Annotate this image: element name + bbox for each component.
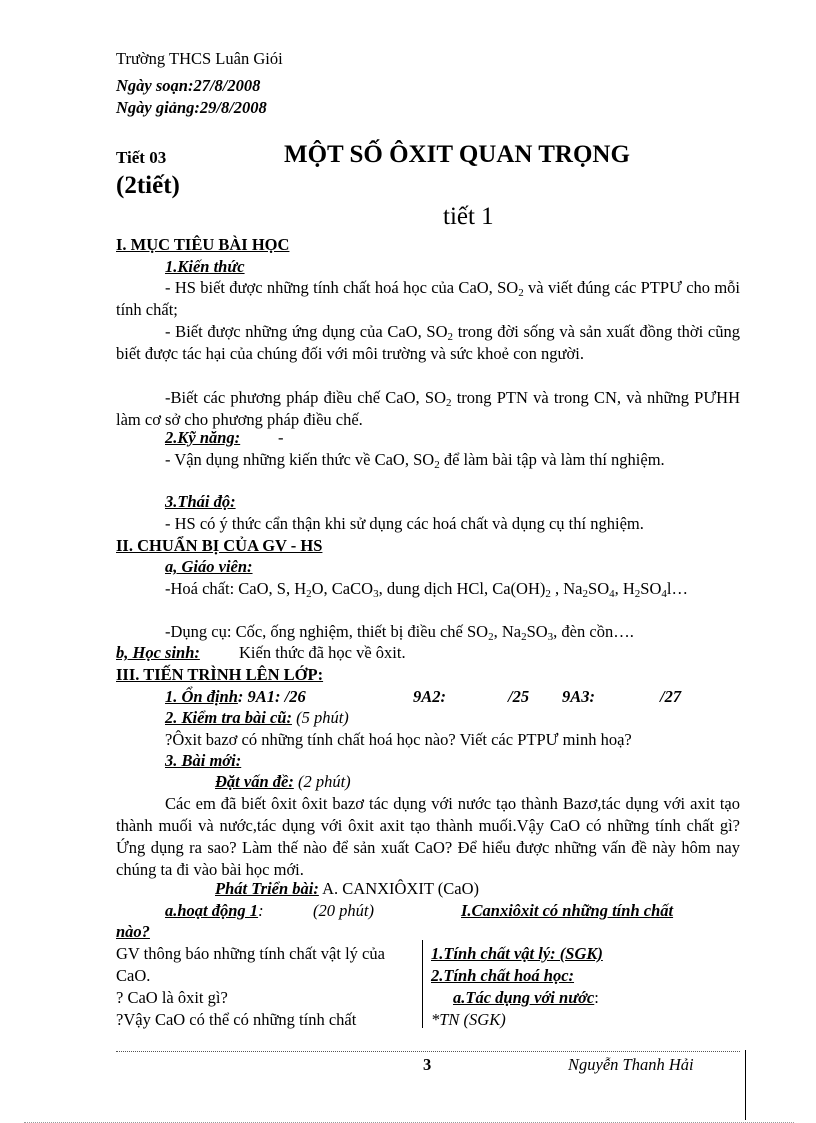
school-name: Trường THCS Luân Giói	[116, 49, 283, 68]
student-label: b, Học sinh:	[116, 643, 200, 662]
table-left-row: ?Vậy CaO có thể có những tính chất	[116, 1010, 357, 1029]
section1-heading: I. MỤC TIÊU BÀI HỌC	[116, 235, 290, 254]
table-divider	[422, 940, 423, 1028]
experiment-note: *TN (SGK)	[431, 1010, 506, 1029]
table-left-column	[116, 943, 416, 1031]
footer-vertical-rule	[745, 1050, 746, 1120]
class-9a3-count: /27	[660, 687, 682, 706]
activity-title: I.Canxiôxit có những tính chất	[461, 901, 674, 920]
skill-dash: -	[278, 428, 284, 447]
prep-date: Ngày soạn:27/8/2008	[116, 76, 261, 95]
page-number: 3	[423, 1055, 432, 1074]
knowledge-item-2: - Biết được những ứng dụng của CaO, $SO_2$ trong đời sống và sản xuất đồng thời cũng biết được tác hại của chúng đối với môi trường và sức khoẻ con người.	[116, 322, 740, 363]
author-name: Nguyễn Thanh Hải	[568, 1055, 694, 1074]
skill-item-1: - Vận dụng những kiến thức về CaO, $SO_2$ để làm bài tập và làm thí nghiệm.	[165, 450, 665, 471]
activity-time: (20 phút)	[313, 901, 374, 920]
water-reaction: a.Tác dụng với nước:	[453, 988, 599, 1007]
class-9a3: 9A3:	[562, 687, 595, 706]
class-9a2: 9A2:	[413, 687, 446, 706]
student-text: Kiến thức đã học về ôxit.	[239, 643, 406, 662]
activity-label: a.hoạt động 1:	[165, 901, 264, 920]
section2-heading: II. CHUẨN BỊ CỦA GV - HS	[116, 536, 323, 555]
teach-date: Ngày giảng:29/8/2008	[116, 98, 267, 117]
lesson-title: MỘT SỐ ÔXIT QUAN TRỌNG	[284, 141, 630, 168]
develop-heading: Phát Triển bài: A. CANXIÔXIT (CaO)	[215, 879, 479, 898]
table-left-row: GV thông báo những tính chất vật lý của CaO.	[116, 944, 385, 985]
lesson-period: Tiết 03	[116, 148, 167, 167]
knowledge-item-1: - HS biết được những tính chất hoá học của CaO, $SO_2$ và viết đúng các PTPƯ cho mỗi tính chất;	[116, 278, 741, 319]
section3-heading: III. TIẾN TRÌNH LÊN LỚP:	[116, 665, 324, 684]
table-right-column	[431, 943, 741, 1031]
attitude-item-1: - HS có ý thức cẩn thận khi sử dụng các hoá chất và dụng cụ thí nghiệm.	[165, 514, 644, 533]
attitude-label: 3.Thái độ:	[165, 492, 236, 511]
knowledge-item-3: -Biết các phương pháp điều chế CaO, $SO_2$ trong PTN và trong CN, và những PƯHH làm cơ sở cho phương pháp điều chế.	[116, 388, 740, 429]
intro-text: Các em đã biết ôxit ôxit bazơ tác dụng với nước tạo thành Bazơ,tác dụng với axit tạo thành muối và nước,tác dụng với ôxit axit tạo thành muối.Vậy CaO có những tính chất gì? Ứng dụng ra sao? Làm thế nào để sản xuất CaO? Để hiểu được những vấn đề này hôm nay chúng ta đi vào bài học mới.	[116, 794, 740, 879]
teacher-label: a, Giáo viên:	[165, 557, 253, 576]
lesson-part: tiết 1	[443, 203, 494, 230]
stabilize-row: 1. Ổn định: 9A1: /26	[165, 687, 306, 706]
table-left-row: ? CaO là ôxit gì?	[116, 988, 228, 1007]
class-9a2-count: /25	[508, 687, 530, 706]
tools-list: -Dụng cụ: Cốc, ống nghiệm, thiết bị điều chế $SO_2$, $Na_2SO_3$, đèn cồn….	[165, 622, 634, 643]
check-question: ?Ôxit bazơ có những tính chất hoá học nào? Viết các PTPƯ minh hoạ?	[165, 730, 632, 749]
intro-heading: Đặt vấn đề: (2 phút)	[215, 772, 351, 791]
chemicals-list: -Hoá chất: CaO, S, $H_2O$, CaCO$_3$, dung dịch HCl, $Ca(OH)_2$ , $Na_2SO_4$, $H_2SO_4l\dots$	[165, 579, 688, 600]
check-heading: 2. Kiểm tra bài cũ: (5 phút)	[165, 708, 349, 727]
physical-properties: 1.Tính chất vật lý: (SGK)	[431, 944, 603, 963]
chemical-properties: 2.Tính chất hoá học:	[431, 966, 575, 985]
skill-label: 2.Kỹ năng:	[165, 428, 241, 447]
new-lesson-label: 3. Bài mới:	[165, 751, 242, 770]
lesson-duration: (2tiết)	[116, 172, 180, 199]
activity-title-cont: nào?	[116, 922, 150, 941]
footer-rule	[116, 1051, 740, 1052]
knowledge-label: 1.Kiến thức	[165, 257, 245, 276]
